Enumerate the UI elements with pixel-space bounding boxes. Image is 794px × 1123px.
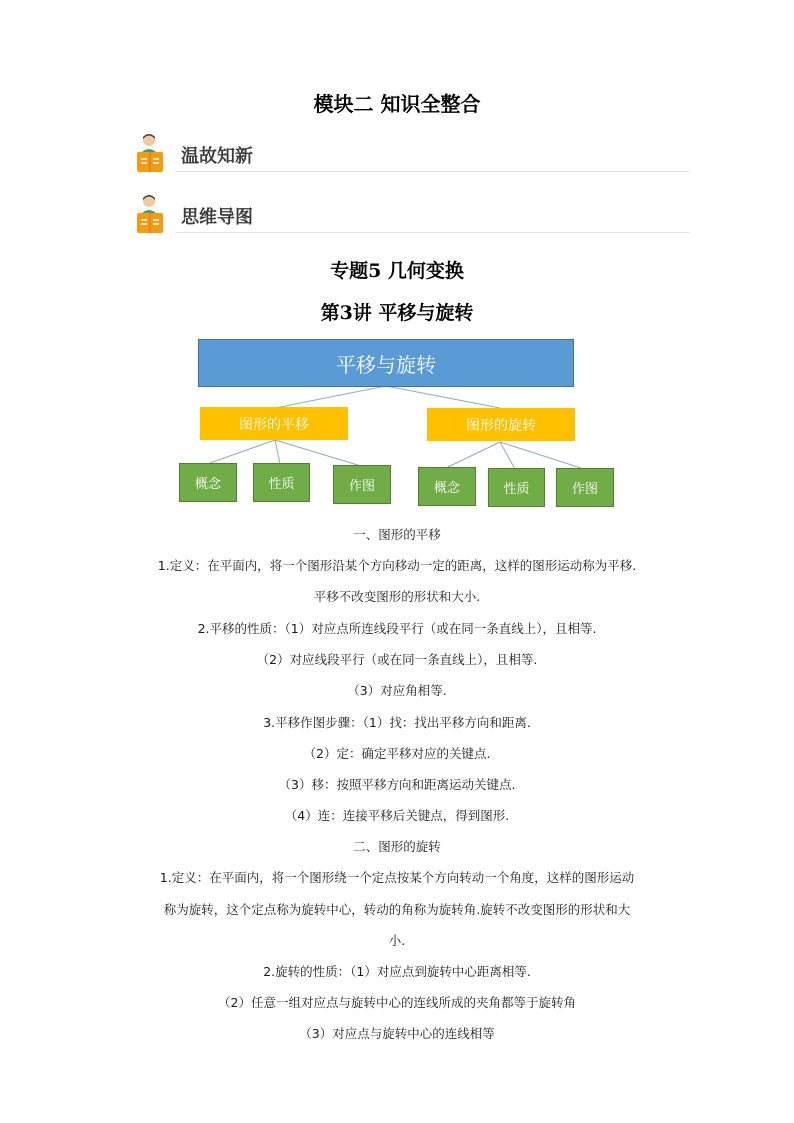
body-line: （3）对应点与旋转中心的连线相等 bbox=[299, 1026, 495, 1041]
translation-heading: 一、图形的平移 bbox=[353, 527, 441, 542]
mind-map-connectors bbox=[0, 0, 794, 520]
mindmap-leaf-property: 性质 bbox=[253, 463, 310, 502]
mind-map bbox=[0, 0, 794, 520]
mindmap-root: 平移与旋转 bbox=[198, 339, 574, 387]
topic-title: 专题5 几何变换 bbox=[330, 260, 464, 282]
body-line: （3）对应角相等. bbox=[347, 683, 447, 698]
mindmap-leaf-property: 性质 bbox=[488, 468, 545, 507]
section-label-mindmap: 思维导图 bbox=[181, 207, 253, 228]
mindmap-leaf-drawing: 作图 bbox=[556, 468, 614, 507]
body-line: 小. bbox=[388, 933, 406, 948]
mindmap-branch-translation: 图形的平移 bbox=[200, 407, 348, 440]
body-line: 3.平移作图步骤：（1）找：找出平移方向和距离. bbox=[263, 715, 531, 730]
module-title: 模块二 知识全整合 bbox=[313, 92, 481, 116]
mindmap-branch-rotation: 图形的旋转 bbox=[427, 408, 575, 441]
body-line: （2）任意一组对应点与旋转中心的连线所成的夹角都等于旋转角 bbox=[218, 995, 576, 1010]
body-line: 2.平移的性质：（1）对应点所连线段平行（或在同一条直线上），且相等. bbox=[197, 621, 597, 636]
mindmap-leaf-drawing: 作图 bbox=[333, 465, 391, 504]
lecture-title: 第3讲 平移与旋转 bbox=[320, 302, 474, 324]
body-line: 1.定义：在平面内，将一个图形沿某个方向移动一定的距离，这样的图形运动称为平移. bbox=[157, 558, 637, 573]
body-line: （4）连：连接平移后关键点，得到图形. bbox=[284, 808, 510, 823]
body-line: 平移不改变图形的形状和大小. bbox=[313, 589, 481, 604]
rotation-heading: 二、图形的旋转 bbox=[353, 839, 441, 854]
mindmap-leaf-concept: 概念 bbox=[179, 463, 237, 502]
body-line: 2.旋转的性质：（1）对应点到旋转中心距离相等. bbox=[263, 964, 531, 979]
body-line: （3）移：按照平移方向和距离运动关键点. bbox=[278, 777, 516, 792]
body-line: 1.定义：在平面内，将一个图形绕一个定点按某个方向转动一个角度，这样的图形运动 bbox=[159, 870, 635, 885]
body-line: （2）对应线段平行（或在同一条直线上），且相等. bbox=[256, 652, 538, 667]
body-line: 称为旋转，这个定点称为旋转中心，转动的角称为旋转角.旋转不改变图形的形状和大 bbox=[163, 902, 631, 917]
section-label-review: 温故知新 bbox=[181, 146, 253, 167]
mindmap-leaf-concept: 概念 bbox=[418, 467, 476, 506]
body-line: （2）定：确定平移对应的关键点. bbox=[303, 746, 491, 761]
